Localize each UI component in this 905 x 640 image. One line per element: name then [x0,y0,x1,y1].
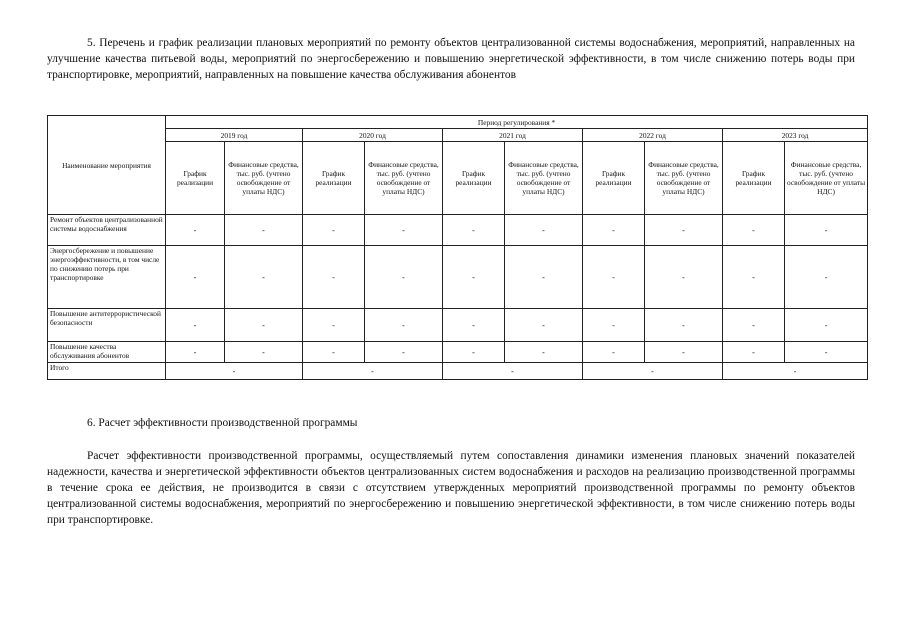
table-cell: - [303,309,365,342]
row-name: Энергосбережение и повышение энергоэффективности, в том числе по снижению потерь при транспортировке [48,246,166,309]
table-header-finance: Финансовые средства, тыс. руб. (учтено освобождение от уплаты НДС) [505,142,583,215]
table-header-period: Период регулирования * [166,116,868,129]
table-header-schedule: График реализации [583,142,645,215]
table-row [48,309,868,342]
table-cell: - [443,215,505,246]
table-cell: - [166,215,225,246]
table-header-year: 2019 год [166,129,303,142]
row-name: Повышение качества обслуживания абонентов [48,342,166,363]
table-cell: - [723,363,868,380]
table-header-year: 2022 год [583,129,723,142]
table-cell: - [785,246,868,309]
table-cell: - [645,309,723,342]
table-header-finance: Финансовые средства, тыс. руб. (учтено освобождение от уплаты НДС) [225,142,303,215]
table-cell: - [645,342,723,363]
table-cell: - [166,363,303,380]
table-cell: - [723,246,785,309]
row-name: Итого [48,363,166,380]
table-total-row [48,363,868,380]
table-cell: - [365,309,443,342]
table-cell: - [166,246,225,309]
table-cell: - [303,215,365,246]
table-cell: - [225,246,303,309]
table-cell: - [365,215,443,246]
table-cell: - [723,215,785,246]
table-cell: - [723,309,785,342]
table-header-year: 2021 год [443,129,583,142]
table-header-finance: Финансовые средства, тыс. руб. (учтено освобождение от уплаты НДС) [365,142,443,215]
plan-table [47,115,868,380]
row-name: Повышение антитеррористической безопасности [48,309,166,342]
table-cell: - [303,342,365,363]
table-cell: - [505,215,583,246]
table-cell: - [785,215,868,246]
table-cell: - [785,342,868,363]
table-cell: - [505,309,583,342]
table-cell: - [443,363,583,380]
table-header-schedule: График реализации [443,142,505,215]
table-cell: - [645,246,723,309]
table-row [48,215,868,246]
table-cell: - [225,215,303,246]
table-row [48,342,868,363]
table-cell: - [723,342,785,363]
table-cell: - [645,215,723,246]
table-cell: - [505,342,583,363]
table-header-schedule: График реализации [166,142,225,215]
table-header-name: Наименование мероприятия [48,116,166,215]
table-cell: - [225,309,303,342]
table-cell: - [303,363,443,380]
table-header-year: 2023 год [723,129,868,142]
table-header-year: 2020 год [303,129,443,142]
table-cell: - [166,342,225,363]
table-cell: - [583,363,723,380]
table-header-finance: Финансовые средства, тыс. руб. (учтено освобождение от уплаты НДС) [785,142,868,215]
table-cell: - [443,342,505,363]
table-cell: - [443,309,505,342]
table-cell: - [583,309,645,342]
table-cell: - [225,342,303,363]
section6-paragraph: Расчет эффективности производственной программы, осуществляемый путем сопоставления динамики изменения плановых значений показателей надежности, качества и энергетической эффективности объектов централизованных систем водоснабжения и расходов на реализацию производственной программы в течение срока ее действия, не производится в связи с отсутствием утвержденных мероприятий производственной программы по ремонту объектов централизованной системы водоснабжения, мероприятий по энергосбережению и повышению энергетической эффективности, в том числе снижению потерь воды при транспортировке. [47,450,855,526]
table-cell: - [166,309,225,342]
table-header-schedule: График реализации [723,142,785,215]
table-header-finance: Финансовые средства, тыс. руб. (учтено освобождение от уплаты НДС) [645,142,723,215]
table-cell: - [365,246,443,309]
section6-heading: 6. Расчет эффективности производственной программы [87,417,358,429]
table-cell: - [365,342,443,363]
table-cell: - [505,246,583,309]
table-cell: - [583,342,645,363]
section5-paragraph: 5. Перечень и график реализации плановых мероприятий по ремонту объектов централизованной системы водоснабжения, мероприятий, направленных на улучшение качества питьевой воды, мероприятий по энергосбережению и повышению энергетической эффективности, в том числе снижению потерь воды при транспортировке, мероприятий, направленных на повышение качества обслуживания абонентов [47,37,855,81]
table-cell: - [583,215,645,246]
table-cell: - [303,246,365,309]
row-name: Ремонт объектов централизованной системы водоснабжения [48,215,166,246]
table-cell: - [583,246,645,309]
table-row [48,246,868,309]
table-cell: - [785,309,868,342]
table-cell: - [443,246,505,309]
table-header-schedule: График реализации [303,142,365,215]
